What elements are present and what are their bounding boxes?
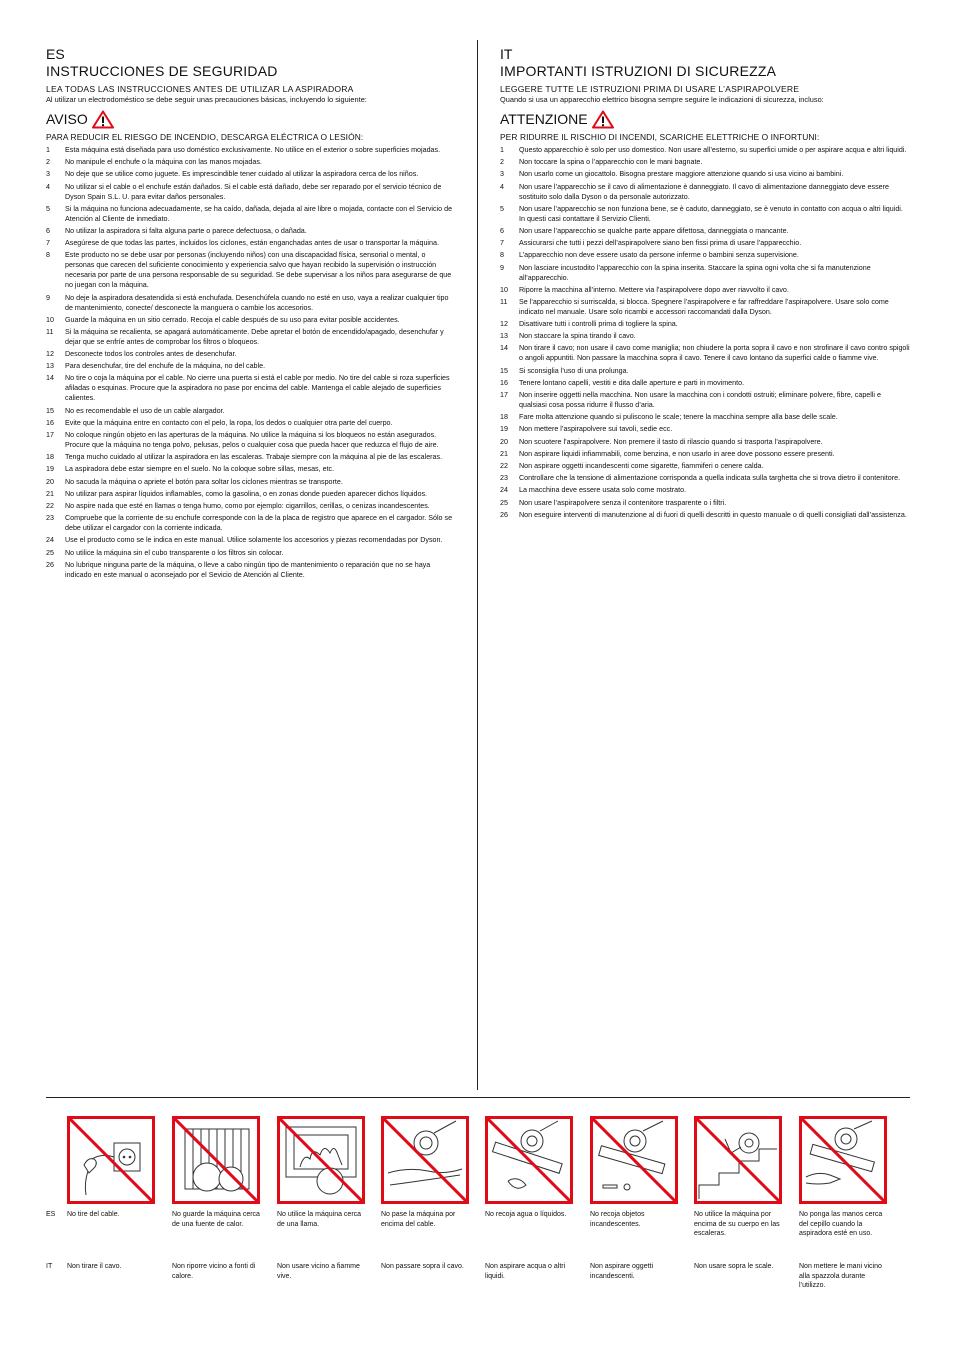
safety-item bbox=[500, 319, 910, 329]
safety-item bbox=[46, 204, 456, 224]
item-number: 25 bbox=[46, 548, 54, 557]
item-number: 16 bbox=[46, 418, 54, 427]
item-number: 2 bbox=[46, 158, 50, 167]
item-text: L’apparecchio non deve essere usato da persone inferme o bambini senza supervisione. bbox=[519, 251, 799, 260]
item-number: 11 bbox=[500, 297, 508, 306]
item-text: No lubrique ninguna parte de la máquina, o lleve a cabo ningún tipo de mantenimiento o reparación que no se haya indicado en este manual o aconsejado por el Sevicio de Atención al Cliente. bbox=[65, 560, 431, 579]
read-instructions-heading: LEA TODAS LAS INSTRUCCIONES ANTES DE UTILIZAR LA ASPIRADORA bbox=[46, 84, 354, 94]
pictogram-caption-es: No recoja agua o líquidos. bbox=[485, 1211, 567, 1218]
safety-item bbox=[500, 169, 910, 179]
item-number: 14 bbox=[46, 374, 54, 383]
safety-item bbox=[500, 437, 910, 447]
safety-item bbox=[46, 535, 456, 545]
item-text: Disattivare tutti i controlli prima di togliere la spina. bbox=[519, 320, 678, 329]
cable-icon bbox=[381, 1116, 469, 1204]
item-number: 9 bbox=[500, 263, 504, 272]
item-text: Non aspirare oggetti incandescenti come sigarette, fiammiferi o cenere calda. bbox=[519, 461, 764, 470]
item-number: 1 bbox=[46, 146, 50, 154]
item-text: Assicurarsi che tutti i pezzi dell’aspirapolvere siano ben fissi prima di usare l’apparecchio. bbox=[519, 239, 802, 248]
warning-heading bbox=[46, 109, 456, 129]
pictogram-row-label-es: ES bbox=[46, 1211, 56, 1218]
safety-list bbox=[46, 145, 456, 580]
pictogram-caption-es: No guarde la máquina cerca de una fuente de calor. bbox=[172, 1211, 260, 1228]
item-number: 3 bbox=[500, 170, 504, 179]
item-number: 13 bbox=[500, 332, 508, 341]
safety-item bbox=[46, 418, 456, 428]
item-number: 19 bbox=[46, 465, 54, 474]
warning-heading bbox=[500, 109, 910, 129]
safety-item bbox=[500, 461, 910, 471]
item-number: 11 bbox=[46, 327, 54, 336]
item-number: 26 bbox=[500, 510, 508, 519]
safety-item bbox=[500, 204, 910, 224]
item-number: 22 bbox=[500, 461, 508, 470]
intro-text: Quando si usa un apparecchio elettrico bisogna sempre seguire le indicazioni di sicurezza, incluso: bbox=[500, 95, 824, 104]
safety-item bbox=[500, 510, 910, 520]
item-number: 6 bbox=[500, 226, 504, 235]
read-instructions-heading: LEGGERE TUTTE LE ISTRUZIONI PRIMA DI USARE L’ASPIRAPOLVERE bbox=[500, 84, 800, 94]
item-text: Si la máquina se recalienta, se apagará automáticamente. Debe apretar el botón de encendido/apagado, desenchufar y dejar que se enfríe antes de comprobar los filtros o bloqueos. bbox=[65, 327, 444, 346]
pictogram-caption-it: Non aspirare acqua o altri liquidi. bbox=[485, 1263, 566, 1280]
section-divider bbox=[46, 1097, 910, 1098]
safety-item bbox=[500, 449, 910, 459]
item-number: 5 bbox=[500, 204, 504, 213]
item-number: 10 bbox=[46, 315, 54, 324]
item-text: Guarde la máquina en un sitio cerrado. Recoja el cable después de su uso para evitar posible accidentes. bbox=[65, 315, 400, 324]
item-text: Si sconsiglia l’uso di una prolunga. bbox=[519, 366, 629, 375]
item-text: Asegúrese de que todas las partes, incluidos los ciclones, están enganchadas antes de usar o transportar la máquina. bbox=[65, 239, 439, 248]
safety-item bbox=[46, 452, 456, 462]
item-number: 12 bbox=[500, 320, 508, 329]
item-number: 7 bbox=[46, 239, 50, 248]
pictogram-caption-it: Non passare sopra il cavo. bbox=[381, 1263, 464, 1270]
item-text: Non usarlo come un giocattolo. Bisogna prestare maggiore attenzione quando si usa vicino ai bambini. bbox=[519, 170, 844, 179]
item-text: No tire o coja la máquina por el cable. No cierre una puerta si está el cable por medio. No tire del cable si roza superficies afiladas o esquinas. Procure que la aspiradora no pase por encima del cable. Mantenga el cable alejado de superficies calientes. bbox=[65, 374, 450, 403]
safety-item bbox=[500, 157, 910, 167]
item-number: 24 bbox=[46, 536, 54, 545]
item-text: No utilice la máquina sin el cubo transparente o los filtros sin colocar. bbox=[65, 548, 284, 557]
item-text: No deje la aspiradora desatendida si está enchufada. Desenchúfela cuando no esté en uso, vaya a realizar cualquier tipo de mantenimiento, conecte/ desconecte la manguera o cambie los accesorios. bbox=[65, 293, 449, 312]
warning-label: AVISO bbox=[46, 111, 88, 127]
safety-item bbox=[46, 145, 456, 155]
safety-item bbox=[46, 464, 456, 474]
safety-item bbox=[46, 157, 456, 167]
item-text: Tenere lontano capelli, vestiti e dita dalle aperture e parti in movimento. bbox=[519, 378, 745, 387]
item-number: 24 bbox=[500, 486, 508, 495]
safety-item bbox=[500, 250, 910, 260]
plug-pull-icon bbox=[67, 1116, 155, 1204]
item-number: 10 bbox=[500, 285, 508, 294]
item-text: Evite que la máquina entre en contacto con el pelo, la ropa, los dedos o cualquier otra parte del cuerpo. bbox=[65, 418, 393, 427]
pictogram-caption-es: No utilice la máquina por encima de su cuerpo en las escaleras. bbox=[694, 1211, 780, 1238]
item-text: Tenga mucho cuidado al utilizar la aspiradora en las escaleras. Trabaje siempre con la máquina al pie de las escaleras. bbox=[65, 453, 443, 462]
pictogram-caption-es: No recoja objetos incandescentes. bbox=[590, 1211, 645, 1228]
item-number: 8 bbox=[46, 251, 50, 260]
item-text: Non lasciare incustodito l’apparecchio con la spina inserita. Staccare la spina ogni volta che si fa manutenzione all’apparecchio. bbox=[519, 263, 871, 282]
item-number: 14 bbox=[500, 344, 508, 353]
pictogram-caption-es: No ponga las manos cerca del cepillo cuando la aspiradora esté en uso. bbox=[799, 1211, 883, 1238]
item-text: Desconecte todos los controles antes de desenchufar. bbox=[65, 350, 237, 359]
pictogram-caption-it: Non tirare il cavo. bbox=[67, 1263, 122, 1270]
italian-section bbox=[500, 46, 910, 522]
item-text: Non staccare la spina tirando il cavo. bbox=[519, 332, 636, 341]
pictogram-caption-it: Non usare sopra le scale. bbox=[694, 1263, 774, 1270]
item-text: La macchina deve essere usata solo come mostrato. bbox=[519, 486, 687, 495]
item-text: Non toccare la spina o l’apparecchio con le mani bagnate. bbox=[519, 158, 703, 167]
section-title: INSTRUCCIONES DE SEGURIDAD bbox=[46, 63, 278, 79]
cigarette-icon bbox=[590, 1116, 678, 1204]
item-text: Use el producto como se le indica en este manual. Utilice solamente los accesorios y piezas recomendadas por Dyson. bbox=[65, 536, 443, 545]
safety-item bbox=[500, 498, 910, 508]
language-code: ES bbox=[46, 46, 65, 62]
item-text: Non scuotere l’aspirapolvere. Non premere il tasto di rilascio quando si trasporta l’aspirapolvere. bbox=[519, 437, 823, 446]
item-text: Non usare l’apparecchio se non funziona bene, se è caduto, danneggiato, se è venuto in contatto con acqua o altri liquidi. In questi casi contattare il Servizio Clienti. bbox=[519, 204, 903, 223]
safety-item bbox=[46, 430, 456, 450]
item-text: No es recomendable el uso de un cable alargador. bbox=[65, 406, 225, 415]
safety-item bbox=[500, 390, 910, 410]
item-text: Non aspirare liquidi infiammabili, come benzina, e non usarlo in aree dove possono essere presenti. bbox=[519, 449, 835, 458]
item-text: Non inserire oggetti nella macchina. Non usare la macchina con i condotti ostruiti; eliminare polvere, fibre, capelli e qualsiasi cosa possa ridurre il flusso d’aria. bbox=[519, 391, 881, 409]
safety-item bbox=[46, 182, 456, 202]
safety-item bbox=[500, 343, 910, 363]
safety-item bbox=[500, 412, 910, 422]
safety-item bbox=[500, 424, 910, 434]
safety-item bbox=[500, 331, 910, 341]
item-number: 18 bbox=[46, 453, 54, 462]
item-text: Esta máquina está diseñada para uso doméstico exclusivamente. No utilice en el exterior o sobre superficies mojadas. bbox=[65, 146, 441, 154]
safety-item bbox=[500, 378, 910, 388]
item-text: Se l’apparecchio si surriscalda, si blocca. Spegnere l’aspirapolvere e far raffreddare l’aspirapolvere. Usare solo come indicato nel manuale. Usare solo ricambi e accessori raccomandati dalla Dyson. bbox=[519, 297, 889, 316]
item-text: Si la máquina no funciona adecuadamente, se ha caído, dañada, dejada al aire libre o mojada, contacte con el Servicio de Atención al Cliente de inmediato. bbox=[65, 204, 453, 223]
item-number: 17 bbox=[500, 391, 508, 399]
safety-item bbox=[46, 315, 456, 325]
item-text: Non usare l’apparecchio se il cavo di alimentazione è danneggiato. Il cavo di alimentazione danneggiato deve essere sostituito solo dalla Dyson o da personale autorizzato. bbox=[519, 182, 889, 201]
item-number: 1 bbox=[500, 146, 504, 154]
safety-item bbox=[46, 361, 456, 371]
item-number: 23 bbox=[500, 474, 508, 483]
item-number: 25 bbox=[500, 498, 508, 507]
safety-item bbox=[46, 513, 456, 533]
item-number: 23 bbox=[46, 514, 54, 523]
item-text: Non usare l’aspirapolvere senza il contenitore trasparente o i filtri. bbox=[519, 498, 727, 507]
pictogram-caption-it: Non aspirare oggetti incandescenti. bbox=[590, 1263, 654, 1280]
radiator-icon bbox=[172, 1116, 260, 1204]
item-number: 21 bbox=[500, 449, 508, 458]
item-text: No deje que se utilice como juguete. Es imprescindible tener cuidado al utilizar la aspiradora cerca de los niños. bbox=[65, 170, 419, 179]
item-text: Non usare l’apparecchio se qualche parte appare difettosa, danneggiata o mancante. bbox=[519, 226, 789, 235]
column-divider bbox=[477, 40, 478, 1090]
risk-heading: PER RIDURRE IL RISCHIO DI INCENDI, SCARICHE ELETTRICHE O INFORTUNI: bbox=[500, 132, 820, 142]
safety-item bbox=[46, 226, 456, 236]
item-text: Este producto no se debe usar por personas (incluyendo niños) con una discapacidad física, sensorial o mental, o personas que carecen del suficiente conocimiento y experiencia salvo que hayan recibido la supervisión o instrucción necesaria por parte de una persona responsable de su seguridad. Se debe supervisar a los niños para asegurarse de que no juegan con la máquina. bbox=[65, 251, 452, 290]
item-text: Non eseguire interventi di manutenzione al di fuori di quelli descritti in questo manuale o di quelli consigliati dall’assistenza. bbox=[519, 510, 907, 519]
item-text: Riporre la macchina all’interno. Mettere via l’aspirapolvere dopo aver riavvolto il cavo. bbox=[519, 285, 789, 294]
safety-item bbox=[46, 349, 456, 359]
warning-triangle-icon bbox=[592, 110, 614, 129]
item-number: 5 bbox=[46, 204, 50, 213]
safety-item bbox=[46, 560, 456, 580]
item-number: 21 bbox=[46, 489, 54, 498]
safety-item bbox=[500, 366, 910, 376]
safety-item bbox=[500, 285, 910, 295]
liquid-icon bbox=[485, 1116, 573, 1204]
safety-item bbox=[46, 327, 456, 347]
safety-item bbox=[46, 477, 456, 487]
safety-item bbox=[46, 250, 456, 290]
item-text: Controllare che la tensione di alimentazione corrisponda a quella indicata sulla targhetta che si trova dietro il contenitore. bbox=[519, 474, 901, 483]
language-code: IT bbox=[500, 46, 513, 62]
item-text: No coloque ningún objeto en las aperturas de la máquina. No utilice la máquina si los bloqueos no están asegurados. Procure que la máquina no tenga polvo, pelusas, pelos o cualquier cosa que pueda hacer que reduzca el flujo de aire. bbox=[65, 431, 439, 449]
pictogram-caption-it: Non mettere le mani vicino alla spazzola durante l’utilizzo. bbox=[799, 1263, 882, 1290]
item-number: 3 bbox=[46, 170, 50, 179]
item-number: 7 bbox=[500, 239, 504, 248]
item-number: 8 bbox=[500, 251, 504, 260]
item-number: 4 bbox=[500, 182, 504, 191]
hand-brush-icon bbox=[799, 1116, 887, 1204]
spanish-section bbox=[46, 46, 456, 582]
item-number: 15 bbox=[46, 406, 54, 415]
item-number: 15 bbox=[500, 366, 508, 375]
item-number: 2 bbox=[500, 158, 504, 167]
safety-item bbox=[46, 501, 456, 511]
safety-item bbox=[500, 473, 910, 483]
item-text: La aspiradora debe estar siempre en el suelo. No la coloque sobre sillas, mesas, etc. bbox=[65, 465, 335, 474]
safety-item bbox=[46, 548, 456, 558]
item-text: No utilizar la aspiradora si falta alguna parte o parece defectuosa, o dañada. bbox=[65, 226, 307, 235]
safety-item bbox=[46, 406, 456, 416]
pictogram-caption-es: No tire del cable. bbox=[67, 1211, 120, 1218]
pictogram-caption-it: Non usare vicino a fiamme vive. bbox=[277, 1263, 360, 1280]
safety-item bbox=[46, 293, 456, 313]
pictogram-caption-it: Non riporre vicino a fonti di calore. bbox=[172, 1263, 256, 1280]
safety-list bbox=[500, 145, 910, 520]
item-text: Questo apparecchio è solo per uso domestico. Non usare all’esterno, su superfici umide o per aspirare acqua e altri liquidi. bbox=[519, 146, 907, 154]
item-text: No utilizar para aspirar líquidos inflamables, como la gasolina, o en zonas donde pueden aparecer dichos líquidos. bbox=[65, 489, 428, 498]
item-number: 6 bbox=[46, 226, 50, 235]
item-text: Compruebe que la corriente de su enchufe corresponde con la de la placa de registro que aparece en el cargador. Sólo se debe utilizar el cargador con la corriente indicada. bbox=[65, 514, 453, 533]
item-number: 9 bbox=[46, 293, 50, 302]
item-number: 18 bbox=[500, 413, 508, 422]
item-number: 13 bbox=[46, 362, 54, 371]
safety-item bbox=[46, 489, 456, 499]
pictogram-row-label-it: IT bbox=[46, 1263, 53, 1270]
section-title: IMPORTANTI ISTRUZIONI DI SICUREZZA bbox=[500, 63, 777, 79]
risk-heading: PARA REDUCIR EL RIESGO DE INCENDIO, DESCARGA ELÉCTRICA O LESIÓN: bbox=[46, 132, 364, 142]
item-text: No sacuda la máquina o apriete el botón para soltar los ciclones mientras se transporte. bbox=[65, 477, 343, 486]
safety-item bbox=[46, 169, 456, 179]
item-text: No utilizar si el cable o el enchufe están dañados. Si el cable está dañado, debe ser reparado por el servicio técnico de Dyson Spain S.L. U. para evitar daños personales. bbox=[65, 182, 442, 201]
item-number: 12 bbox=[46, 350, 54, 359]
pictogram-caption-es: No utilice la máquina cerca de una llama. bbox=[277, 1211, 362, 1228]
safety-item bbox=[46, 373, 456, 403]
safety-item bbox=[500, 263, 910, 283]
safety-item bbox=[500, 238, 910, 248]
intro-text: Al utilizar un electrodoméstico se debe seguir unas precauciones básicas, incluyendo lo siguiente: bbox=[46, 95, 367, 104]
item-number: 17 bbox=[46, 431, 54, 439]
item-text: No aspire nada que esté en llamas o tenga humo, como por ejemplo: cigarrillos, cerillas, o cenizas incandescentes. bbox=[65, 501, 430, 510]
safety-item bbox=[500, 145, 910, 155]
stairs-icon bbox=[694, 1116, 782, 1204]
item-number: 26 bbox=[46, 560, 54, 569]
item-number: 20 bbox=[500, 437, 508, 446]
safety-item bbox=[46, 238, 456, 248]
item-text: Non mettere l’aspirapolvere sui tavoli, sedie ecc. bbox=[519, 425, 673, 434]
fire-icon bbox=[277, 1116, 365, 1204]
item-text: Para desenchufar, tire del enchufe de la máquina, no del cable. bbox=[65, 362, 266, 371]
item-number: 4 bbox=[46, 182, 50, 191]
item-text: No manipule el enchufe o la máquina con las manos mojadas. bbox=[65, 158, 262, 167]
item-number: 19 bbox=[500, 425, 508, 434]
safety-item bbox=[500, 182, 910, 202]
warning-label: ATTENZIONE bbox=[500, 111, 588, 127]
item-number: 20 bbox=[46, 477, 54, 486]
warning-triangle-icon bbox=[92, 110, 114, 129]
safety-item bbox=[500, 485, 910, 495]
safety-item bbox=[500, 226, 910, 236]
item-number: 22 bbox=[46, 501, 54, 510]
item-number: 16 bbox=[500, 378, 508, 387]
pictogram-caption-es: No pase la máquina por encima del cable. bbox=[381, 1211, 456, 1228]
item-text: Non tirare il cavo; non usare il cavo come maniglia; non chiudere la porta sopra il cavo e non strofinare il cavo contro spigoli o angoli appuntiti. Non passare la macchina sopra il cavo. Tenere il cavo lontano da superfici calde o fiamme vive. bbox=[519, 344, 910, 363]
item-text: Fare molta attenzione quando si puliscono le scale; tenere la macchina sempre alla base delle scale. bbox=[519, 413, 838, 422]
safety-item bbox=[500, 297, 910, 317]
